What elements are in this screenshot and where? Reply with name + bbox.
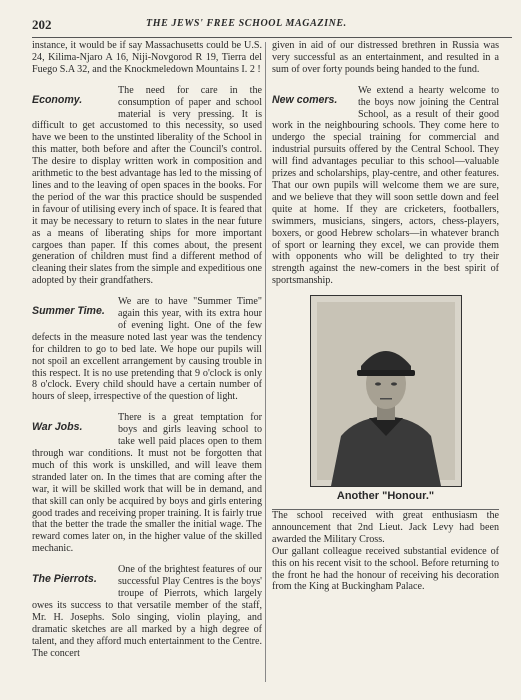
running-head: THE JEWS' FREE SCHOOL MAGAZINE. (146, 18, 347, 29)
summer-time-text: We are to have "Summer Time" again this year, with its extra hour of evening light. One of the few defects in the measure noted last year was the tendency for children to go to bed late. We hope our pupils will not spoil an excellent arrangement by causing trouble in this respect. It is no use pretending that 9 o'clock is only 8 o'clock. Every child should have a certain number of hours of sleep, irrespective of the question of light. (32, 296, 262, 403)
pierrots-section (32, 564, 262, 659)
honour-paragraph-2: Our gallant colleague received substantial evidence of this on his recent visit to the school. Before returning to the front he had the honour of receiving his decoration from the King at Buckingham Palace. (272, 545, 499, 593)
pierrots-heading: The Pierrots. (32, 573, 97, 586)
honour-paragraph-1: The school received with great enthusiasm the announcement that 2nd Lieut. Jack Levy had been awarded the Military Cross. (272, 510, 499, 545)
economy-section (32, 85, 262, 287)
page-header (18, 15, 506, 37)
soldier-portrait-image (311, 296, 461, 486)
pierrots-text: One of the brightest features of our successful Play Centres is the boys' troupe of Pierrots, which largely owes its success to that versatile member of the staff, Mr. H. Josephs. Solo singing, violin playing, and dramatic sketches are all marked by a high degree of talent, and they afford much entertainment to the Centre. The concert (32, 564, 262, 659)
column-divider (265, 42, 266, 682)
header-rule (32, 37, 512, 38)
new-comers-heading: New comers. (272, 93, 338, 106)
new-comers-text: We extend a hearty welcome to the boys now joining the Central School, as a result of their good work in the neighbouring schools. They come here to undergo the special training for commercial and industrial pursuits offered by the Central School. They will find advantages peculiar to this school—valuable prizes and scholarships, play-centre, and other features. That our own pupils will welcome them we are sure, and we believe that they will soon settle down and feel quite at home. If they are cricketers, footballers, swimmers, musicians, singers, actors, chess-players, boxers, or good Hebrew scholars—in whatever branch of sport or learning they excel, we can provide them with opponents who will be delighted to try their strength against the new-comers in the best spirit of sportsmanship. (272, 84, 499, 287)
portrait-photo (310, 295, 462, 487)
summer-time-heading: Summer Time. (32, 305, 105, 318)
war-jobs-section (32, 412, 262, 555)
summer-time-section (32, 296, 262, 403)
left-intro-paragraph: instance, it would be if say Massachusetts could be U.S. 24, Kilima-Njaro A 16, Niji-Novgorod R 19, Tierra del Fuego S.A 32, and the Knockmeledown Mountains I. 2 ! (32, 40, 262, 75)
war-jobs-heading: War Jobs. (32, 421, 83, 434)
new-comers-section (272, 85, 499, 287)
left-column (32, 40, 262, 659)
war-jobs-text: There is a great temptation for boys and girls leaving school to take well paid places open to them through war conditions. It must not be forgotten that much of this work is unskilled, and will leave them stranded later on. In the times that are coming after the war, it will be skilled work that will be in demand, and that skill can only be acquired by boys and girls entering good trades and receiving proper training. It is fairly true that the better the trade the smaller the initial wage. The reward comes later on, in the higher value of the skilled mechanic. (32, 412, 262, 555)
economy-heading: Economy. (32, 93, 83, 106)
right-column (272, 40, 499, 593)
page-number: 202 (32, 17, 52, 32)
economy-text: The need for care in the consumption of paper and school material is very pressing. It is difficult to get accustomed to this necessity, so used have we been to the unstinted liberality of the School in this matter, both before and after the Council's control. The desire to display written work in composition and arithmetic to the best advantage has led to the missing of lines and to the leaving of open spaces in the books. For the period of the war this practice should be suspended in favour of utilising every inch of space. It is feared that it may be necessary to return to slates in the near future as a means of liberating ships for more important cargoes than paper. If this comes about, the present generation of children must find a different method of cleaning their slates from the simple and expeditious one adopted by their grandfathers. (32, 84, 262, 287)
photo-caption: Another "Honour." (336, 490, 435, 503)
right-intro-paragraph: given in aid of our distressed brethren in Russia was very successful as an entertainment, and resulted in a sum of over forty pounds being handed to the fund. (272, 40, 499, 75)
